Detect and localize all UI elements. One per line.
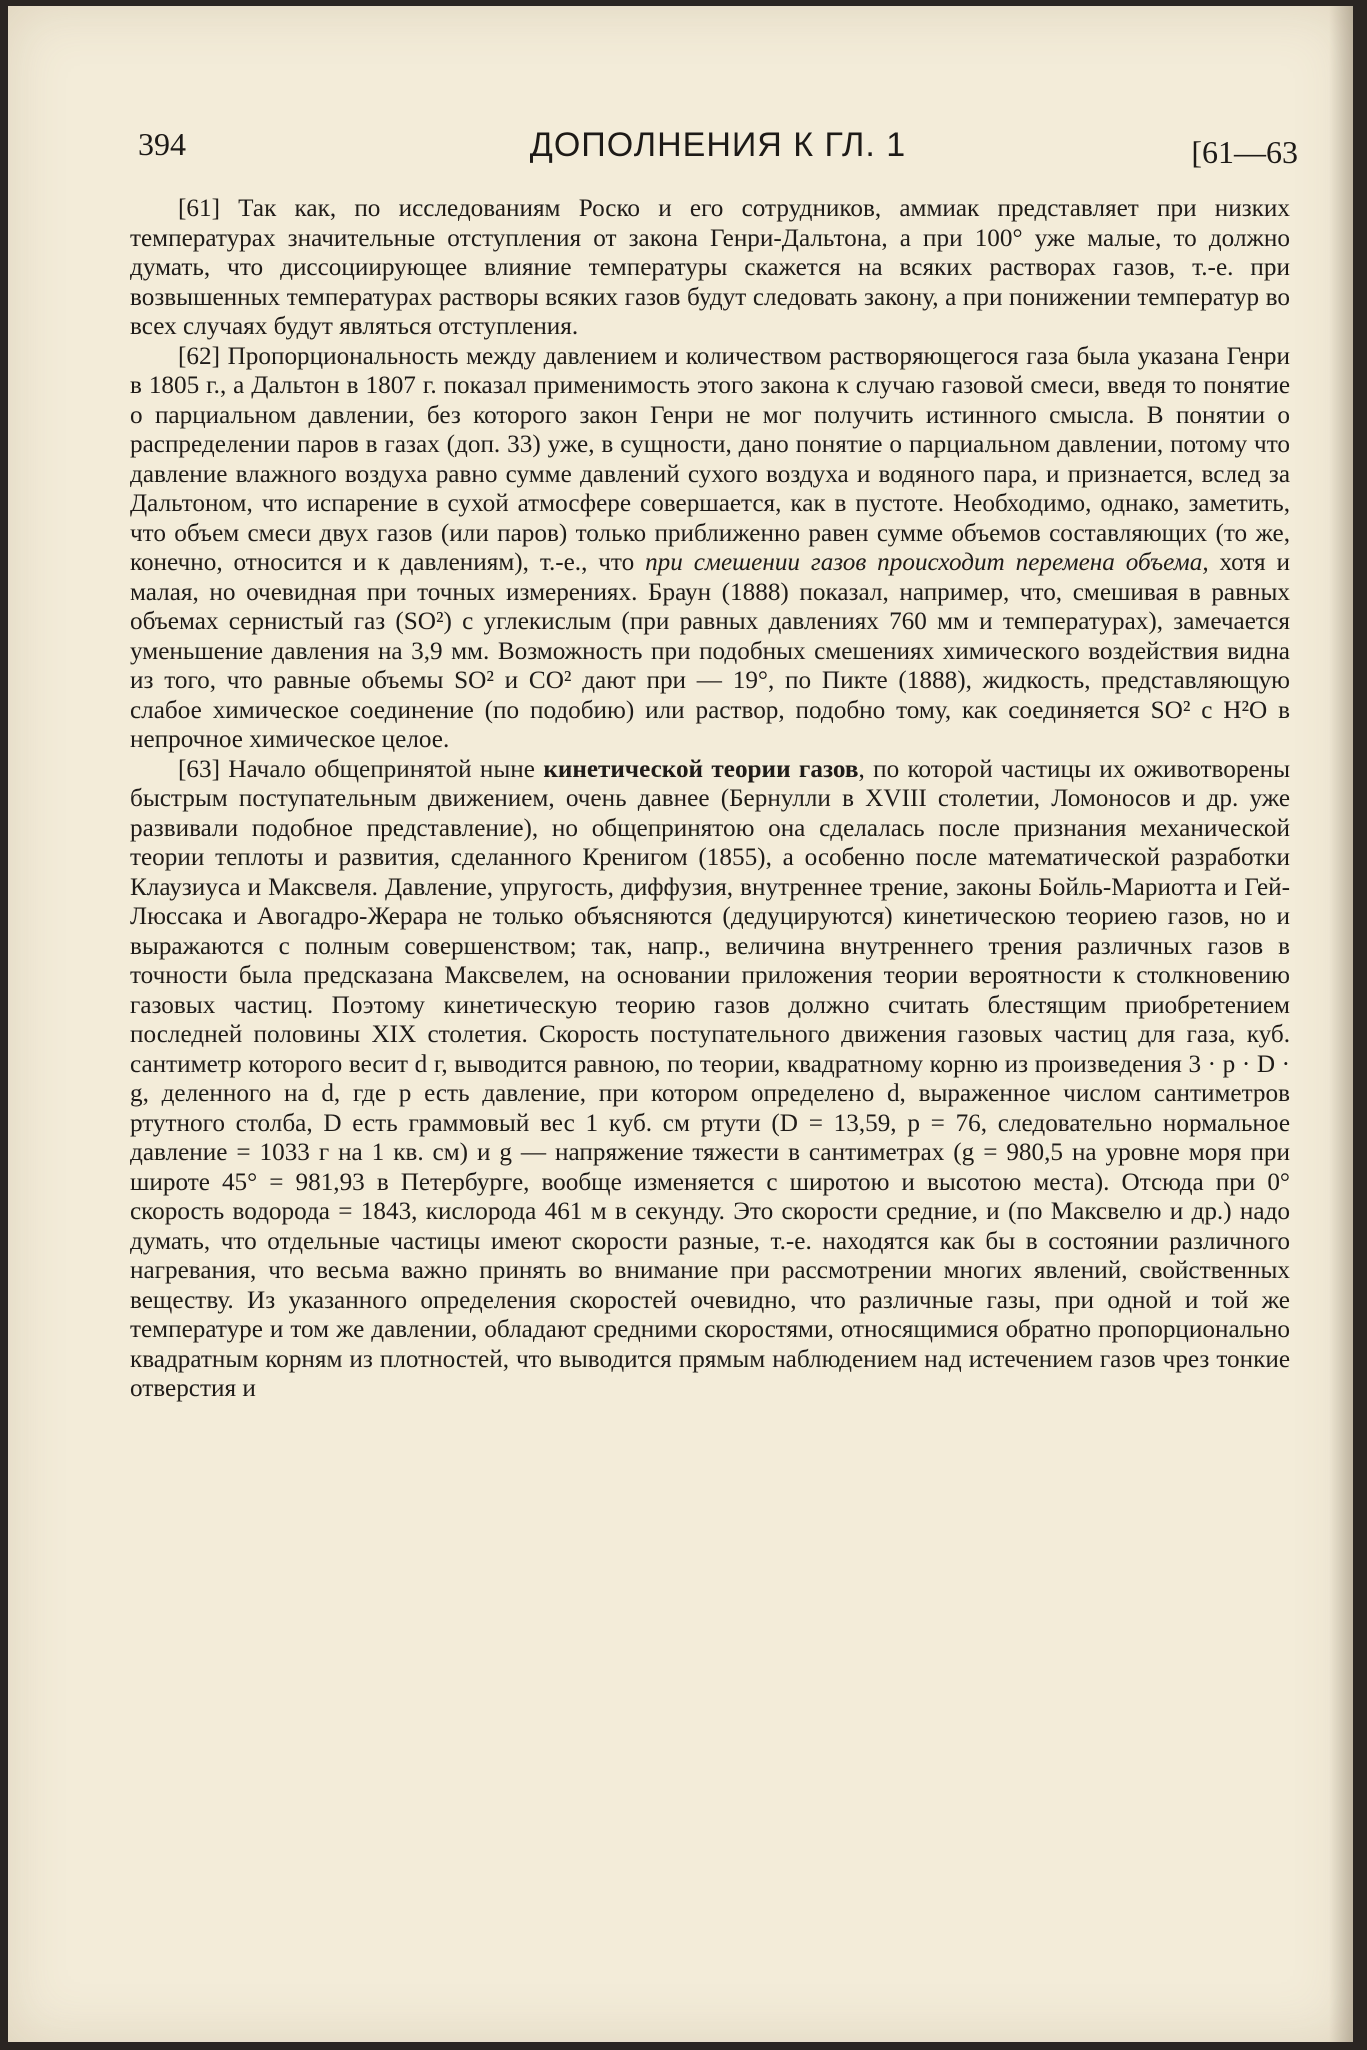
note-63 (130, 755, 1290, 1404)
note-62-text-a: [62] Пропорциональность между давлением и количеством растворяющегося газа была указана Генри в 1805 г., а Дальтон в 1807 г. показал применимость этого закона к случаю газовой смеси, введя то понятие о парциальном давлении, без которого закон Генри не мог получить истинного смысла. В понятии о распределении паров в газах (доп. 33) уже, в сущности, дано понятие о парциальном давлении, потому что давление влажного воздуха равно сумме давлений сухого воздуха и водяного пара, и признается, вслед за Дальтоном, что испарение в сухой атмосфере совершается, как в пустоте. Необходимо, однако, заметить, что объем смеси двух газов (или паров) только приближенно равен сумме объемов составляющих (то же, конечно, относится и к давлениям), т.-е., что (130, 342, 1290, 576)
note-63-bold-term: кинетической теории газов (543, 755, 859, 783)
note-62 (130, 342, 1290, 755)
running-title: ДОПОЛНЕНИЯ К ГЛ. 1 (529, 126, 907, 164)
note-61-text: [61] Так как, по исследованиям Роско и его сотрудников, аммиак представляет при низких температурах значительные отступления от закона Генри-Дальтона, а при 100° уже малые, то должно думать, что диссоциирующее влияние температуры скажется на всяких растворах газов, т.-е. при возвышенных температурах растворы всяких газов будут следовать закону, а при понижении температур во всех случаях будут являться отступления. (130, 195, 1290, 340)
page-number: 394 (138, 126, 186, 162)
note-63-lead: [63] Начало общепринятой ныне (178, 755, 544, 783)
page-edge-shadow (1329, 6, 1353, 2042)
page-header (138, 126, 1298, 176)
note-61 (130, 194, 1290, 342)
section-range: [61—63 (1191, 134, 1298, 170)
page-body (130, 194, 1290, 1404)
note-63-text: , по которой частицы их оживотворены быстрым поступательным движением, очень давнее (Бернулли в XVIII столетии, Ломоносов и др. уже развивали подобное представление), но общепринятою она сделалась после признания механической теории теплоты и развития, сделанного Кренигом (1855), а особенно после математической разработки Клаузиуса и Максвеля. Давление, упругость, диффузия, внутреннее трение, законы Бойль-Мариотта и Гей-Люссака и Авогадро-Жерара не только объясняются (дедуцируются) кинетическою теориею газов, но и выражаются с полным совершенством; так, напр., величина внутреннего трения различных газов в точности была предсказана Максвелем, на основании приложения теории вероятности к столкновению газовых частиц. Поэтому кинетическую теорию газов должно считать блестящим приобретением последней половины XIX столетия. Скорость поступательного движения газовых частиц для газа, куб. сантиметр которого весит d г, выводится равною, по теории, квадратному корню из произведения 3 · p · D · g, деленного на d, где p есть давление, при котором определено d, выраженное числом сантиметров ртутного столба, D есть граммовый вес 1 куб. см ртути (D = 13,59, p = 76, следовательно нормальное давление = 1033 г на 1 кв. см) и g — напряжение тяжести в сантиметрах (g = 980,5 на уровне моря при широте 45° = 981,93 в Петербурге, вообще изменяется с широтою и высотою места). Отсюда при 0° скорость водорода = 1843, кислорода 461 м в секунду. Это скорости средние, и (по Максвелю и др.) надо думать, что отдельные частицы имеют скорости разные, т.-е. находятся как бы в состоянии различного нагревания, что весьма важно принять во внимание при рассмотрении многих явлений, свойственных веществу. Из указанного определения скоростей очевидно, что различные газы, при одной и той же температуре и том же давлении, обладают средними скоростями, относящимися обратно пропорционально квадратным корням из плотностей, что выводится прямым наблюдением над истечением газов чрез тонкие отверстия и (130, 755, 1291, 1402)
book-page (8, 6, 1353, 2042)
note-62-text-b: хотя и малая, но очевидная при точных измерениях. Браун (1888) показал, например, что, смешивая в равных объемах сернистый газ (SO²) с углекислым (при равных давлениях 760 мм и температурах), замечается уменьшение давления на 3,9 мм. Возможность при подобных смешениях химического воздействия видна из того, что равные объемы SO² и CO² дают при — 19°, по Пикте (1888), жидкость, представляющую слабое химическое соединение (по подобию) или раствор, подобно тому, как соединяется SO² с H²O в непрочное химическое целое. (130, 549, 1290, 753)
note-62-italic: при смешении газов происходит перемена объема, (645, 549, 1209, 576)
